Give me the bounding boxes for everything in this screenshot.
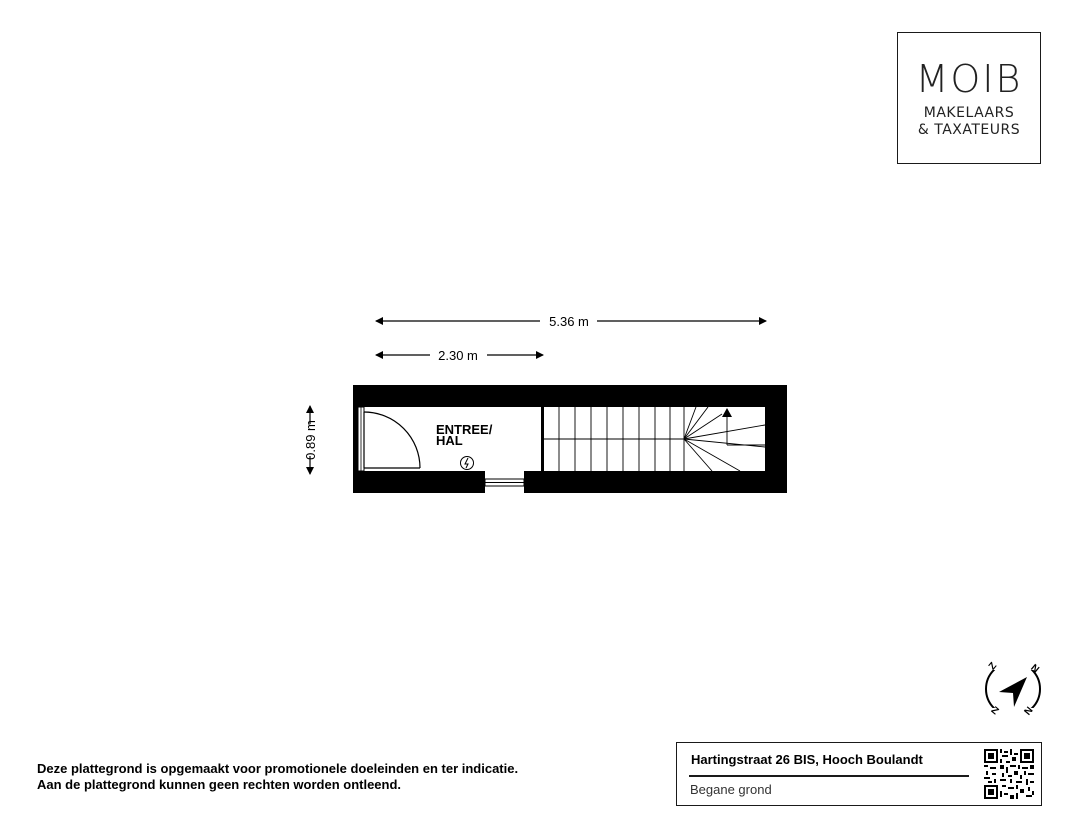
logo-wordmark: MOIB	[915, 57, 1023, 101]
stair-direction-arrow-icon	[722, 408, 732, 417]
disclaimer-line1: Deze plattegrond is opgemaakt voor promotionele doeleinden en ter indicatie.	[37, 761, 519, 776]
meter-cupboard-icon	[461, 457, 474, 470]
company-logo	[897, 32, 1041, 164]
logo-line1: MAKELAARS	[923, 105, 1015, 121]
property-address: Hartingstraat 26 BIS, Hooch Boulandt	[691, 752, 923, 767]
dimension-hall-width	[376, 348, 543, 363]
compass-south-label: Z	[988, 704, 1001, 718]
dimension-hall-width-label: 2.30 m	[438, 348, 478, 363]
compass-icon	[986, 660, 1041, 718]
qr-code-icon[interactable]	[984, 749, 1034, 799]
dimension-total-width	[376, 314, 766, 329]
dimension-depth	[303, 406, 318, 474]
compass-north-label: N	[1028, 662, 1041, 676]
disclaimer	[37, 761, 637, 793]
window-bottom	[485, 479, 524, 486]
room-label-line1: ENTREE/	[436, 422, 493, 437]
compass-west-mark: Z	[986, 660, 1000, 673]
dimension-total-width-label: 5.36 m	[549, 314, 589, 329]
compass-east-mark: N	[1022, 705, 1036, 718]
door-swing	[364, 412, 420, 468]
logo-line2: & TAXATEURS	[917, 122, 1021, 138]
staircase	[544, 407, 765, 471]
property-info-box	[676, 742, 1042, 806]
room-label-line2: HAL	[436, 433, 463, 448]
window-left	[358, 407, 364, 471]
disclaimer-line2: Aan de plattegrond kunnen geen rechten worden ontleend.	[37, 777, 402, 792]
dimension-depth-label: 0.89 m	[303, 420, 318, 460]
divider	[689, 775, 969, 777]
floor-name: Begane grond	[690, 782, 772, 797]
